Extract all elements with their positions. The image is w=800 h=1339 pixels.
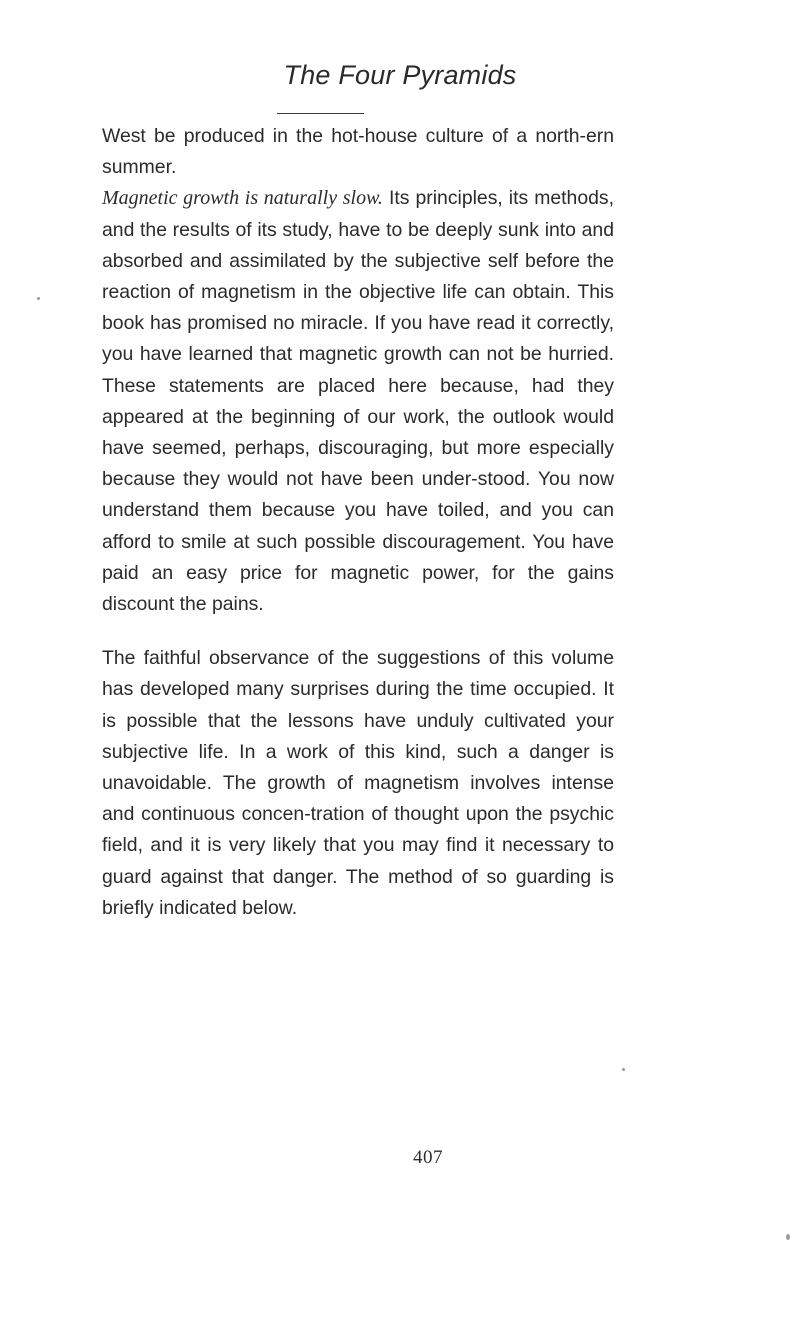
scan-speck [37, 297, 40, 300]
italic-lead-sentence: Magnetic growth is naturally slow. [102, 187, 383, 210]
paragraph-faithful-observance: The faithful observance of the suggestions of this volume has developed many surprises during the time occupied. It is possible that the lessons have unduly cultivated your subjective life. In a work of this kind, such a danger is unavoidable. The growth of magnetism involves intense and continuous concen-tration of thought upon the psychic field, and it is very likely that you may find it necessary to guard against that danger. The method of so guarding is briefly indicated below. [102, 647, 614, 919]
running-head: The Four Pyramids [283, 60, 517, 90]
paragraph-body: Its principles, its methods, and the results of its study, have to be deeply sunk into and absorbed and assimilated by the subjective self before the reaction of magnetism in the objective life can obtain. This book has promised no miracle. If you have read it correctly, you have learned that magnetic growth can not be hurried. These statements are placed here because, had they appeared at the beginning of our work, the outlook would have seemed, perhaps, discouraging, but more especially because they would not have been under-stood. You now understand them because you have toiled, and you can afford to smile at such possible discouragement. You have paid an easy price for magnetic power, for the gains discount the pains. [102, 187, 614, 616]
paragraph-continuation: West be produced in the hot-house culture of a north-ern summer. [102, 125, 614, 179]
paragraph-magnetic-growth [102, 183, 614, 620]
scan-speck [786, 1234, 790, 1240]
page-number: 407 [413, 1147, 443, 1168]
scan-speck [622, 1068, 625, 1071]
body-text [102, 121, 614, 924]
header-rule [277, 113, 364, 114]
